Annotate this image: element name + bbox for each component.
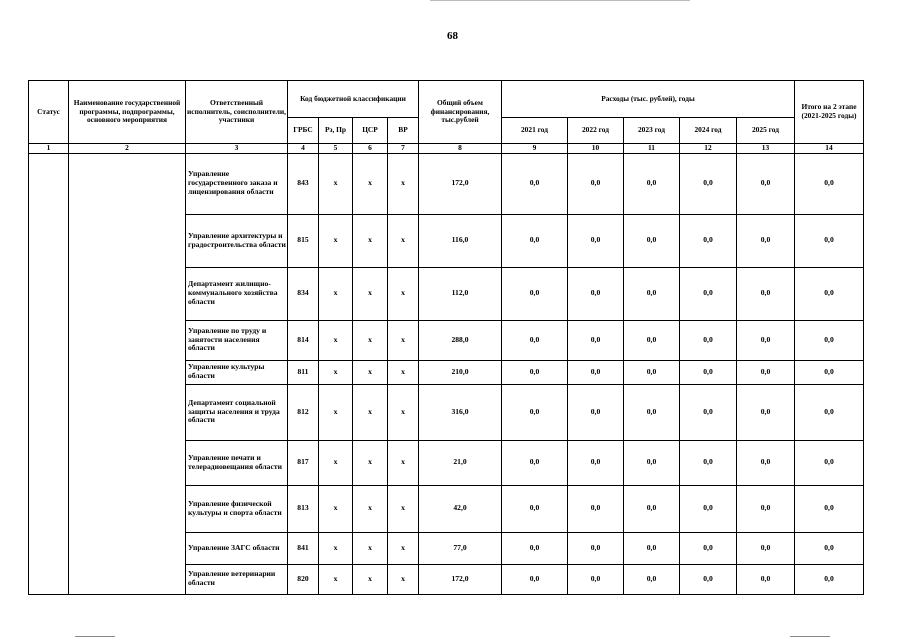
year-2022-cell: 0,0 [568,564,624,594]
vr-cell: x [388,320,419,360]
executor-cell: Управление культуры области [186,360,288,384]
total-cell: 21,0 [419,440,502,485]
executor-cell: Управление ветеринарии области [186,564,288,594]
scan-artifact-bottom [75,636,115,637]
total-cell: 42,0 [419,485,502,532]
executor-cell: Управление ЗАГС области [186,532,288,564]
grbs-cell: 843 [288,153,319,214]
grbs-cell: 811 [288,360,319,384]
vr-cell: x [388,532,419,564]
executor-cell: Департамент жилищно-коммунального хозяйства области [186,267,288,320]
header-csr: ЦСР [353,118,388,144]
budget-table [28,80,864,595]
year-2023-cell: 0,0 [624,214,680,267]
grbs-cell: 813 [288,485,319,532]
year-2023-cell: 0,0 [624,485,680,532]
header-grbs: ГРБС [288,118,319,144]
column-number: 7 [388,144,419,154]
year-2021-cell: 0,0 [502,440,568,485]
column-number: 3 [186,144,288,154]
column-number: 10 [568,144,624,154]
year-2021-cell: 0,0 [502,564,568,594]
stage-total-cell: 0,0 [795,320,864,360]
column-number: 13 [737,144,795,154]
rz-pr-cell: x [319,532,353,564]
year-2024-cell: 0,0 [680,153,737,214]
executor-cell: Управление государственного заказа и лицензирования области [186,153,288,214]
year-2022-cell: 0,0 [568,384,624,440]
stage-total-cell: 0,0 [795,360,864,384]
grbs-cell: 812 [288,384,319,440]
csr-cell: x [353,564,388,594]
scan-artifact-top [430,0,690,1]
csr-cell: x [353,532,388,564]
grbs-cell: 834 [288,267,319,320]
stage-total-cell: 0,0 [795,440,864,485]
rz-pr-cell: x [319,153,353,214]
vr-cell: x [388,360,419,384]
year-2023-cell: 0,0 [624,153,680,214]
column-number: 5 [319,144,353,154]
header-2025: 2025 год [737,118,795,144]
year-2021-cell: 0,0 [502,485,568,532]
total-cell: 172,0 [419,153,502,214]
column-number: 9 [502,144,568,154]
grbs-cell: 841 [288,532,319,564]
vr-cell: x [388,564,419,594]
year-2025-cell: 0,0 [737,532,795,564]
year-2025-cell: 0,0 [737,384,795,440]
year-2024-cell: 0,0 [680,360,737,384]
header-vr: ВР [388,118,419,144]
page-number: 68 [447,30,458,42]
header-2023: 2023 год [624,118,680,144]
header-expenses-group: Расходы (тыс. рублей), годы [502,81,795,118]
total-cell: 316,0 [419,384,502,440]
rz-pr-cell: x [319,267,353,320]
table-row [29,153,864,214]
header-rz-pr: Рз, Пр [319,118,353,144]
header-name: Наименование государственной программы, подпрограммы, основного мероприятия [69,81,186,144]
year-2021-cell: 0,0 [502,360,568,384]
year-2021-cell: 0,0 [502,214,568,267]
year-2022-cell: 0,0 [568,320,624,360]
csr-cell: x [353,267,388,320]
stage-total-cell: 0,0 [795,267,864,320]
total-cell: 288,0 [419,320,502,360]
stage-total-cell: 0,0 [795,214,864,267]
vr-cell: x [388,267,419,320]
year-2025-cell: 0,0 [737,485,795,532]
rz-pr-cell: x [319,564,353,594]
year-2022-cell: 0,0 [568,153,624,214]
program-name-cell [69,153,186,594]
year-2025-cell: 0,0 [737,267,795,320]
rz-pr-cell: x [319,440,353,485]
vr-cell: x [388,485,419,532]
grbs-cell: 820 [288,564,319,594]
year-2023-cell: 0,0 [624,267,680,320]
column-number: 2 [69,144,186,154]
stage-total-cell: 0,0 [795,153,864,214]
stage-total-cell: 0,0 [795,384,864,440]
executor-cell: Управление печати и телерадиовещания области [186,440,288,485]
year-2024-cell: 0,0 [680,532,737,564]
year-2022-cell: 0,0 [568,532,624,564]
year-2021-cell: 0,0 [502,267,568,320]
header-total-stage2: Итого на 2 этапе (2021-2025 годы) [795,81,864,144]
vr-cell: x [388,214,419,267]
status-cell [29,153,69,594]
header-2024: 2024 год [680,118,737,144]
year-2022-cell: 0,0 [568,360,624,384]
year-2023-cell: 0,0 [624,384,680,440]
year-2024-cell: 0,0 [680,564,737,594]
column-number: 1 [29,144,69,154]
rz-pr-cell: x [319,214,353,267]
executor-cell: Управление физической культуры и спорта области [186,485,288,532]
csr-cell: x [353,360,388,384]
total-cell: 116,0 [419,214,502,267]
grbs-cell: 815 [288,214,319,267]
column-number: 8 [419,144,502,154]
csr-cell: x [353,384,388,440]
year-2022-cell: 0,0 [568,267,624,320]
year-2022-cell: 0,0 [568,214,624,267]
year-2024-cell: 0,0 [680,384,737,440]
year-2025-cell: 0,0 [737,360,795,384]
year-2022-cell: 0,0 [568,440,624,485]
header-executor: Ответственный исполнитель, соисполнители, участники [186,81,288,144]
executor-cell: Управление по труду и занятости населения области [186,320,288,360]
year-2024-cell: 0,0 [680,440,737,485]
executor-cell: Департамент социальной защиты населения и труда области [186,384,288,440]
total-cell: 112,0 [419,267,502,320]
budget-table-wrapper [28,80,864,595]
stage-total-cell: 0,0 [795,532,864,564]
csr-cell: x [353,214,388,267]
year-2023-cell: 0,0 [624,360,680,384]
year-2024-cell: 0,0 [680,267,737,320]
column-number: 6 [353,144,388,154]
vr-cell: x [388,384,419,440]
year-2021-cell: 0,0 [502,532,568,564]
stage-total-cell: 0,0 [795,564,864,594]
year-2021-cell: 0,0 [502,384,568,440]
year-2022-cell: 0,0 [568,485,624,532]
column-number: 11 [624,144,680,154]
year-2023-cell: 0,0 [624,320,680,360]
rz-pr-cell: x [319,384,353,440]
csr-cell: x [353,320,388,360]
column-number: 12 [680,144,737,154]
csr-cell: x [353,485,388,532]
year-2025-cell: 0,0 [737,214,795,267]
year-2024-cell: 0,0 [680,485,737,532]
total-cell: 172,0 [419,564,502,594]
scan-artifact-bottom-right [790,636,830,637]
stage-total-cell: 0,0 [795,485,864,532]
rz-pr-cell: x [319,320,353,360]
year-2024-cell: 0,0 [680,320,737,360]
grbs-cell: 817 [288,440,319,485]
column-number: 4 [288,144,319,154]
year-2025-cell: 0,0 [737,153,795,214]
vr-cell: x [388,440,419,485]
header-total-funding: Общий объем финансирования, тыс.рублей [419,81,502,144]
year-2021-cell: 0,0 [502,320,568,360]
year-2023-cell: 0,0 [624,564,680,594]
header-status: Статус [29,81,69,144]
column-number-row [29,144,864,154]
year-2025-cell: 0,0 [737,564,795,594]
vr-cell: x [388,153,419,214]
csr-cell: x [353,153,388,214]
csr-cell: x [353,440,388,485]
grbs-cell: 814 [288,320,319,360]
header-budget-code-group: Код бюджетной классификации [288,81,419,118]
total-cell: 77,0 [419,532,502,564]
rz-pr-cell: x [319,485,353,532]
year-2025-cell: 0,0 [737,320,795,360]
year-2025-cell: 0,0 [737,440,795,485]
year-2023-cell: 0,0 [624,532,680,564]
rz-pr-cell: x [319,360,353,384]
column-number: 14 [795,144,864,154]
year-2023-cell: 0,0 [624,440,680,485]
total-cell: 210,0 [419,360,502,384]
year-2024-cell: 0,0 [680,214,737,267]
executor-cell: Управление архитектуры и градостроительства области [186,214,288,267]
year-2021-cell: 0,0 [502,153,568,214]
header-2021: 2021 год [502,118,568,144]
header-2022: 2022 год [568,118,624,144]
